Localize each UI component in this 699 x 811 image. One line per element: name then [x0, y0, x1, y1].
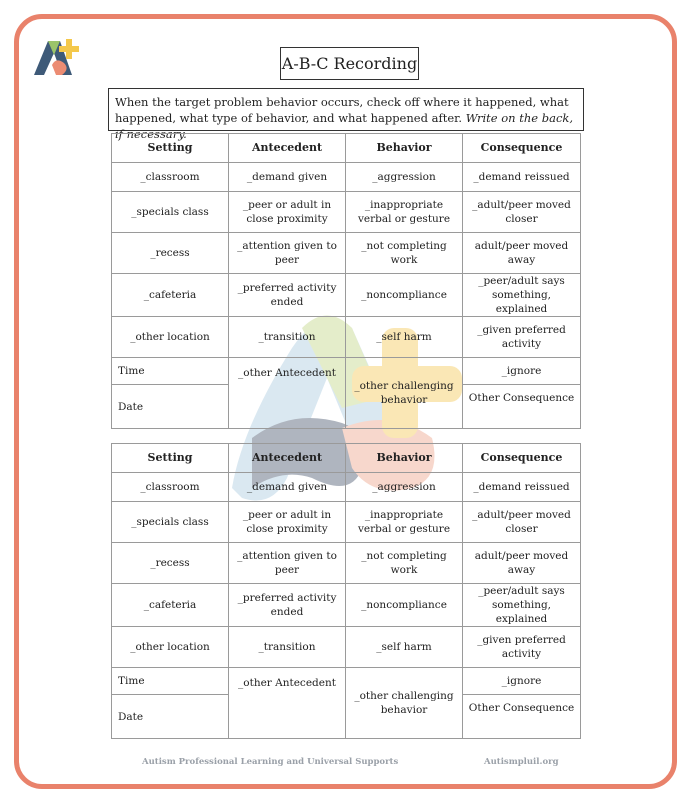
cell-behavior[interactable]: _inappropriate verbal or gesture — [346, 502, 463, 543]
cell-antecedent[interactable]: _preferred activity ended — [229, 584, 346, 627]
header-consequence: Consequence — [463, 134, 581, 163]
cell-antecedent[interactable]: _demand given — [229, 163, 346, 192]
cell-setting[interactable]: _recess — [112, 233, 229, 274]
instructions-text: When the target problem behavior occurs, check off where it happened, what happened, what type of behavior, and what happened after. — [115, 95, 569, 125]
cell-consequence[interactable]: _given preferred activity — [463, 317, 581, 358]
logo-icon — [30, 35, 82, 79]
footer-website: Autismpluil.org — [484, 757, 559, 767]
cell-consequence[interactable]: adult/peer moved away — [463, 233, 581, 274]
cell-setting[interactable]: _classroom — [112, 473, 229, 502]
header-behavior: Behavior — [346, 444, 463, 473]
cell-setting[interactable]: _cafeteria — [112, 584, 229, 627]
cell-behavior[interactable]: _noncompliance — [346, 274, 463, 317]
header-setting: Setting — [112, 134, 229, 163]
ignore-option[interactable]: _ignore — [463, 668, 581, 695]
cell-setting[interactable]: _other location — [112, 627, 229, 668]
cell-consequence[interactable]: adult/peer moved away — [463, 543, 581, 584]
footer-organization: Autism Professional Learning and Universal Supports — [142, 757, 399, 767]
cell-consequence[interactable]: _adult/peer moved closer — [463, 192, 581, 233]
time-label[interactable]: Time — [112, 668, 229, 695]
cell-antecedent[interactable]: _transition — [229, 627, 346, 668]
cell-antecedent[interactable]: _attention given to peer — [229, 543, 346, 584]
header-behavior: Behavior — [346, 134, 463, 163]
other-consequence[interactable]: Other Consequence — [463, 695, 581, 739]
cell-antecedent[interactable]: _transition — [229, 317, 346, 358]
cell-setting[interactable]: _specials class — [112, 192, 229, 233]
cell-setting[interactable]: _classroom — [112, 163, 229, 192]
other-behavior[interactable]: _other challenging behavior — [346, 358, 463, 429]
instructions-box — [108, 88, 584, 141]
other-antecedent[interactable]: _other Antecedent — [229, 668, 346, 739]
cell-behavior[interactable]: _self harm — [346, 317, 463, 358]
cell-consequence[interactable]: _demand reissued — [463, 473, 581, 502]
cell-consequence[interactable]: _peer/adult says something, explained — [463, 584, 581, 627]
cell-setting[interactable]: _cafeteria — [112, 274, 229, 317]
cell-behavior[interactable]: _self harm — [346, 627, 463, 668]
date-label[interactable]: Date — [112, 385, 229, 429]
cell-setting[interactable]: _recess — [112, 543, 229, 584]
cell-antecedent[interactable]: _peer or adult in close proximity — [229, 502, 346, 543]
cell-antecedent[interactable]: _peer or adult in close proximity — [229, 192, 346, 233]
cell-consequence[interactable]: _adult/peer moved closer — [463, 502, 581, 543]
cell-antecedent[interactable]: _demand given — [229, 473, 346, 502]
cell-setting[interactable]: _other location — [112, 317, 229, 358]
cell-behavior[interactable]: _noncompliance — [346, 584, 463, 627]
cell-consequence[interactable]: _demand reissued — [463, 163, 581, 192]
cell-antecedent[interactable]: _preferred activity ended — [229, 274, 346, 317]
cell-behavior[interactable]: _aggression — [346, 163, 463, 192]
cell-behavior[interactable]: _not completing work — [346, 543, 463, 584]
header-antecedent: Antecedent — [229, 134, 346, 163]
ignore-option[interactable]: _ignore — [463, 358, 581, 385]
cell-behavior[interactable]: _not completing work — [346, 233, 463, 274]
other-antecedent[interactable]: _other Antecedent — [229, 358, 346, 429]
cell-behavior[interactable]: _inappropriate verbal or gesture — [346, 192, 463, 233]
page-title: A-B-C Recording — [280, 47, 419, 80]
cell-consequence[interactable]: _peer/adult says something, explained — [463, 274, 581, 317]
other-behavior[interactable]: _other challenging behavior — [346, 668, 463, 739]
header-setting: Setting — [112, 444, 229, 473]
cell-antecedent[interactable]: _attention given to peer — [229, 233, 346, 274]
cell-consequence[interactable]: _given preferred activity — [463, 627, 581, 668]
abc-table-1 — [111, 133, 581, 429]
other-consequence[interactable]: Other Consequence — [463, 385, 581, 429]
cell-behavior[interactable]: _aggression — [346, 473, 463, 502]
time-label[interactable]: Time — [112, 358, 229, 385]
instructions-note: Write on the back, if necessary. — [115, 111, 574, 141]
abc-table-2 — [111, 443, 581, 739]
header-antecedent: Antecedent — [229, 444, 346, 473]
date-label[interactable]: Date — [112, 695, 229, 739]
cell-setting[interactable]: _specials class — [112, 502, 229, 543]
header-consequence: Consequence — [463, 444, 581, 473]
